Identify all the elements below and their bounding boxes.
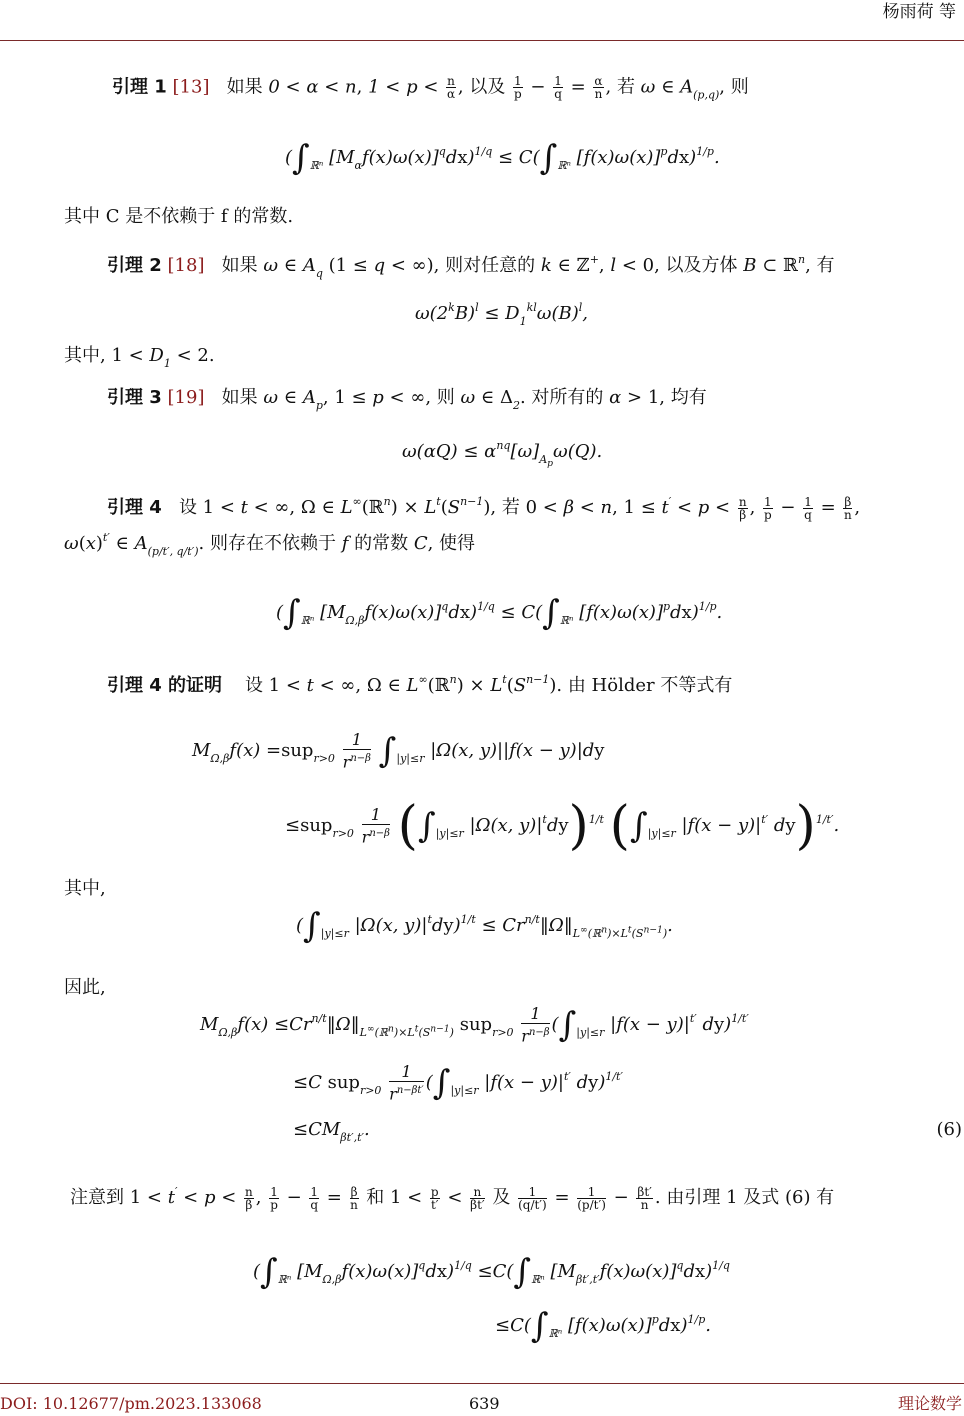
proof-eq1-line1: $M_{\Omega,\beta}f(x) =sup_{r>0}$ $\frac{1}{r^{n-\beta}}$ $\int_{|y|\le r}$ |Ω(x, y)||f(x − y)|dy [192,730,605,772]
lemma1-equation: ($\int_{ℝ^n}$ $[M_\alpha f(x)\omega(x)]^qdx)^{1/q} \le C(\int_{ℝ^n}$ $[f(x)\omega(x)]^pdx)^{1/p}$. [285,138,720,178]
proof-eq3-line1: $M_{\Omega,\beta}f(x)$ $\le Cr^{n/t}‖\Omega‖_{L^\infty(ℝ^n)\times L^t(S^{n-1})}$ sup$_{r>0}$ $\frac{1}{r^{n-\beta}}$ ($\int_{|y|\le r}$ $|f(x - y)|^{t'}$ dy)$^{1/t'}$ [200,1004,749,1046]
proof-eq3-line3: $\le CM_{\beta t',t'}$. [293,1119,370,1144]
proof-note: 注意到 1 < t′ < p < $\frac{n}{\beta}$ , $\frac{1}{p}$ − $\frac{1}{q}$ = $\frac{\beta}{n}$ 和 1 < $\frac{p}{t'}$ < $\frac{n}{\beta t'}$ 及 $\frac{1}{(q/t')}$ = $\frac{1}{(p/t')}$ − $\frac{\beta t'}{n}$ . 由引理 1 及式 (6) 有 [70,1184,835,1212]
lemma2-after: 其中, $1 < D_1 < 2$. [64,345,215,370]
lemma2-label: 引理 2 [107,255,162,276]
proof-eq4-line1: ($\int_{ℝ^n}$ $[M_{\Omega,\beta}f(x)\omega(x)]^qdx)^{1/q} \le C(\int_{ℝ^n}$ $[M_{\beta t',t'}f(x)\omega(x)]^qdx)^{1/q}$ [253,1252,730,1292]
proof-eq1-line2: ≤sup$_{r>0}$ $\frac{1}{r^{n-\beta}}$ ($\int_{|y|\le r}$ |Ω(x, $y)|^tdy)^{1/t}$ ($\int_{|y|\le r}$ $|f(x - y)|^{t'}$ dy)$^{1/t'}$. [285,796,840,857]
lemma4-equation: ($\int_{ℝ^n}$ $[M_{\Omega,\beta}f(x)\omega(x)]^qdx)^{1/q} \le C(\int_{ℝ^n}$ $[f(x)\omega(x)]^pdx)^{1/p}$. [276,593,723,633]
lemma3-statement: 引理 3 [19] 如果 ω ∈ $A_p$, 1 ≤ p < ∞, 则 ω ∈ $\Delta_2$. 对所有的 α > 1, 均有 [107,387,707,412]
running-header-authors: 杨雨荷 等 [882,2,956,22]
lemma4-label: 引理 4 [107,497,162,518]
lemma1-label: 引理 1 [112,76,167,98]
footer-journal-link[interactable]: 理论数学 [897,1394,962,1413]
proof-where: 其中, [64,878,106,899]
lemma4-statement-line2: $\omega(x)^{t'}$ ∈ $A_{(p/t', q/t')}$. 则存在不依赖于 f 的常数 C, 使得 [64,531,476,558]
proof-statement: 引理 4 的证明 设 1 < t < ∞, Ω ∈ L∞(ℝ$^n$) × $L^t(S^{n-1})$. 由 Hölder 不等式有 [107,673,733,696]
proof-hence: 因此, [64,977,106,998]
lemma1-statement: 引理 1 [13] 如果 0 < α < n, 1 < p < $\frac{n}{\alpha}$ , 以及 $\frac{1}{p}$ − $\frac{1}{q}$ = $\frac{\alpha}{n}$ , 若 ω ∈ $A_{(p,q)}$, 则 [112,74,749,102]
footer-rule [0,1383,964,1384]
lemma3-equation: $\omega(\alpha Q) \le \alpha^{nq}[\omega]_{A_p}\omega(Q)$. [402,439,603,470]
header-rule [0,40,964,41]
proof-eq4-line2: $\le C(\int_{ℝ^n}$ $[f(x)\omega(x)]^pdx)^{1/p}$. [495,1306,711,1346]
citation-link-18[interactable]: [18] [167,255,205,276]
lemma1-after: 其中 C 是不依赖于 f 的常数. [64,206,294,227]
lemma2-statement: 引理 2 [18] 如果 ω ∈ $A_q$ (1 ≤ q < ∞), 则对任意的 k ∈ ℤ+, l < 0, 以及方体 B ⊂ ℝ$^n$, 有 [107,253,835,280]
equation-number-6: (6) [936,1119,962,1140]
citation-link-13[interactable]: [13] [172,76,210,98]
citation-link-19[interactable]: [19] [167,387,205,408]
lemma2-equation: $\omega(2^kB)^l \le D_1^{kl}\omega(B)^l$, [415,301,588,328]
footer-page-number: 639 [469,1394,500,1413]
proof-eq2: ($\int_{|y|\le r}$ |Ω(x, $y)|^tdy)^{1/t}$ ≤ $Cr^{n/t}‖\Omega‖_{L^\infty(ℝ^n)\times L^t(S^{n-1})}$. [296,906,673,946]
proof-label: 引理 4 的证明 [107,675,223,696]
lemma3-label: 引理 3 [107,387,162,408]
lemma4-statement-line1: 引理 4 设 1 < t < ∞, Ω ∈ L∞(ℝ$^n$) × $L^t(S^{n-1})$, 若 0 < β < n, 1 ≤ t′ < p < $\frac{n}{\beta}$ , $\frac{1}{p}$ − $\frac{1}{q}$ = $\frac{\beta}{n}$ , [107,494,861,522]
proof-eq3-line2: ≤C sup$_{r>0}$ $\frac{1}{r^{n-\beta t'}}$ ($\int_{|y|\le r}$ $|f(x - y)|^{t'}$ dy)$^{1/t'}$ [293,1062,623,1104]
footer-doi-link[interactable]: DOI: 10.12677/pm.2023.133068 [0,1394,262,1413]
